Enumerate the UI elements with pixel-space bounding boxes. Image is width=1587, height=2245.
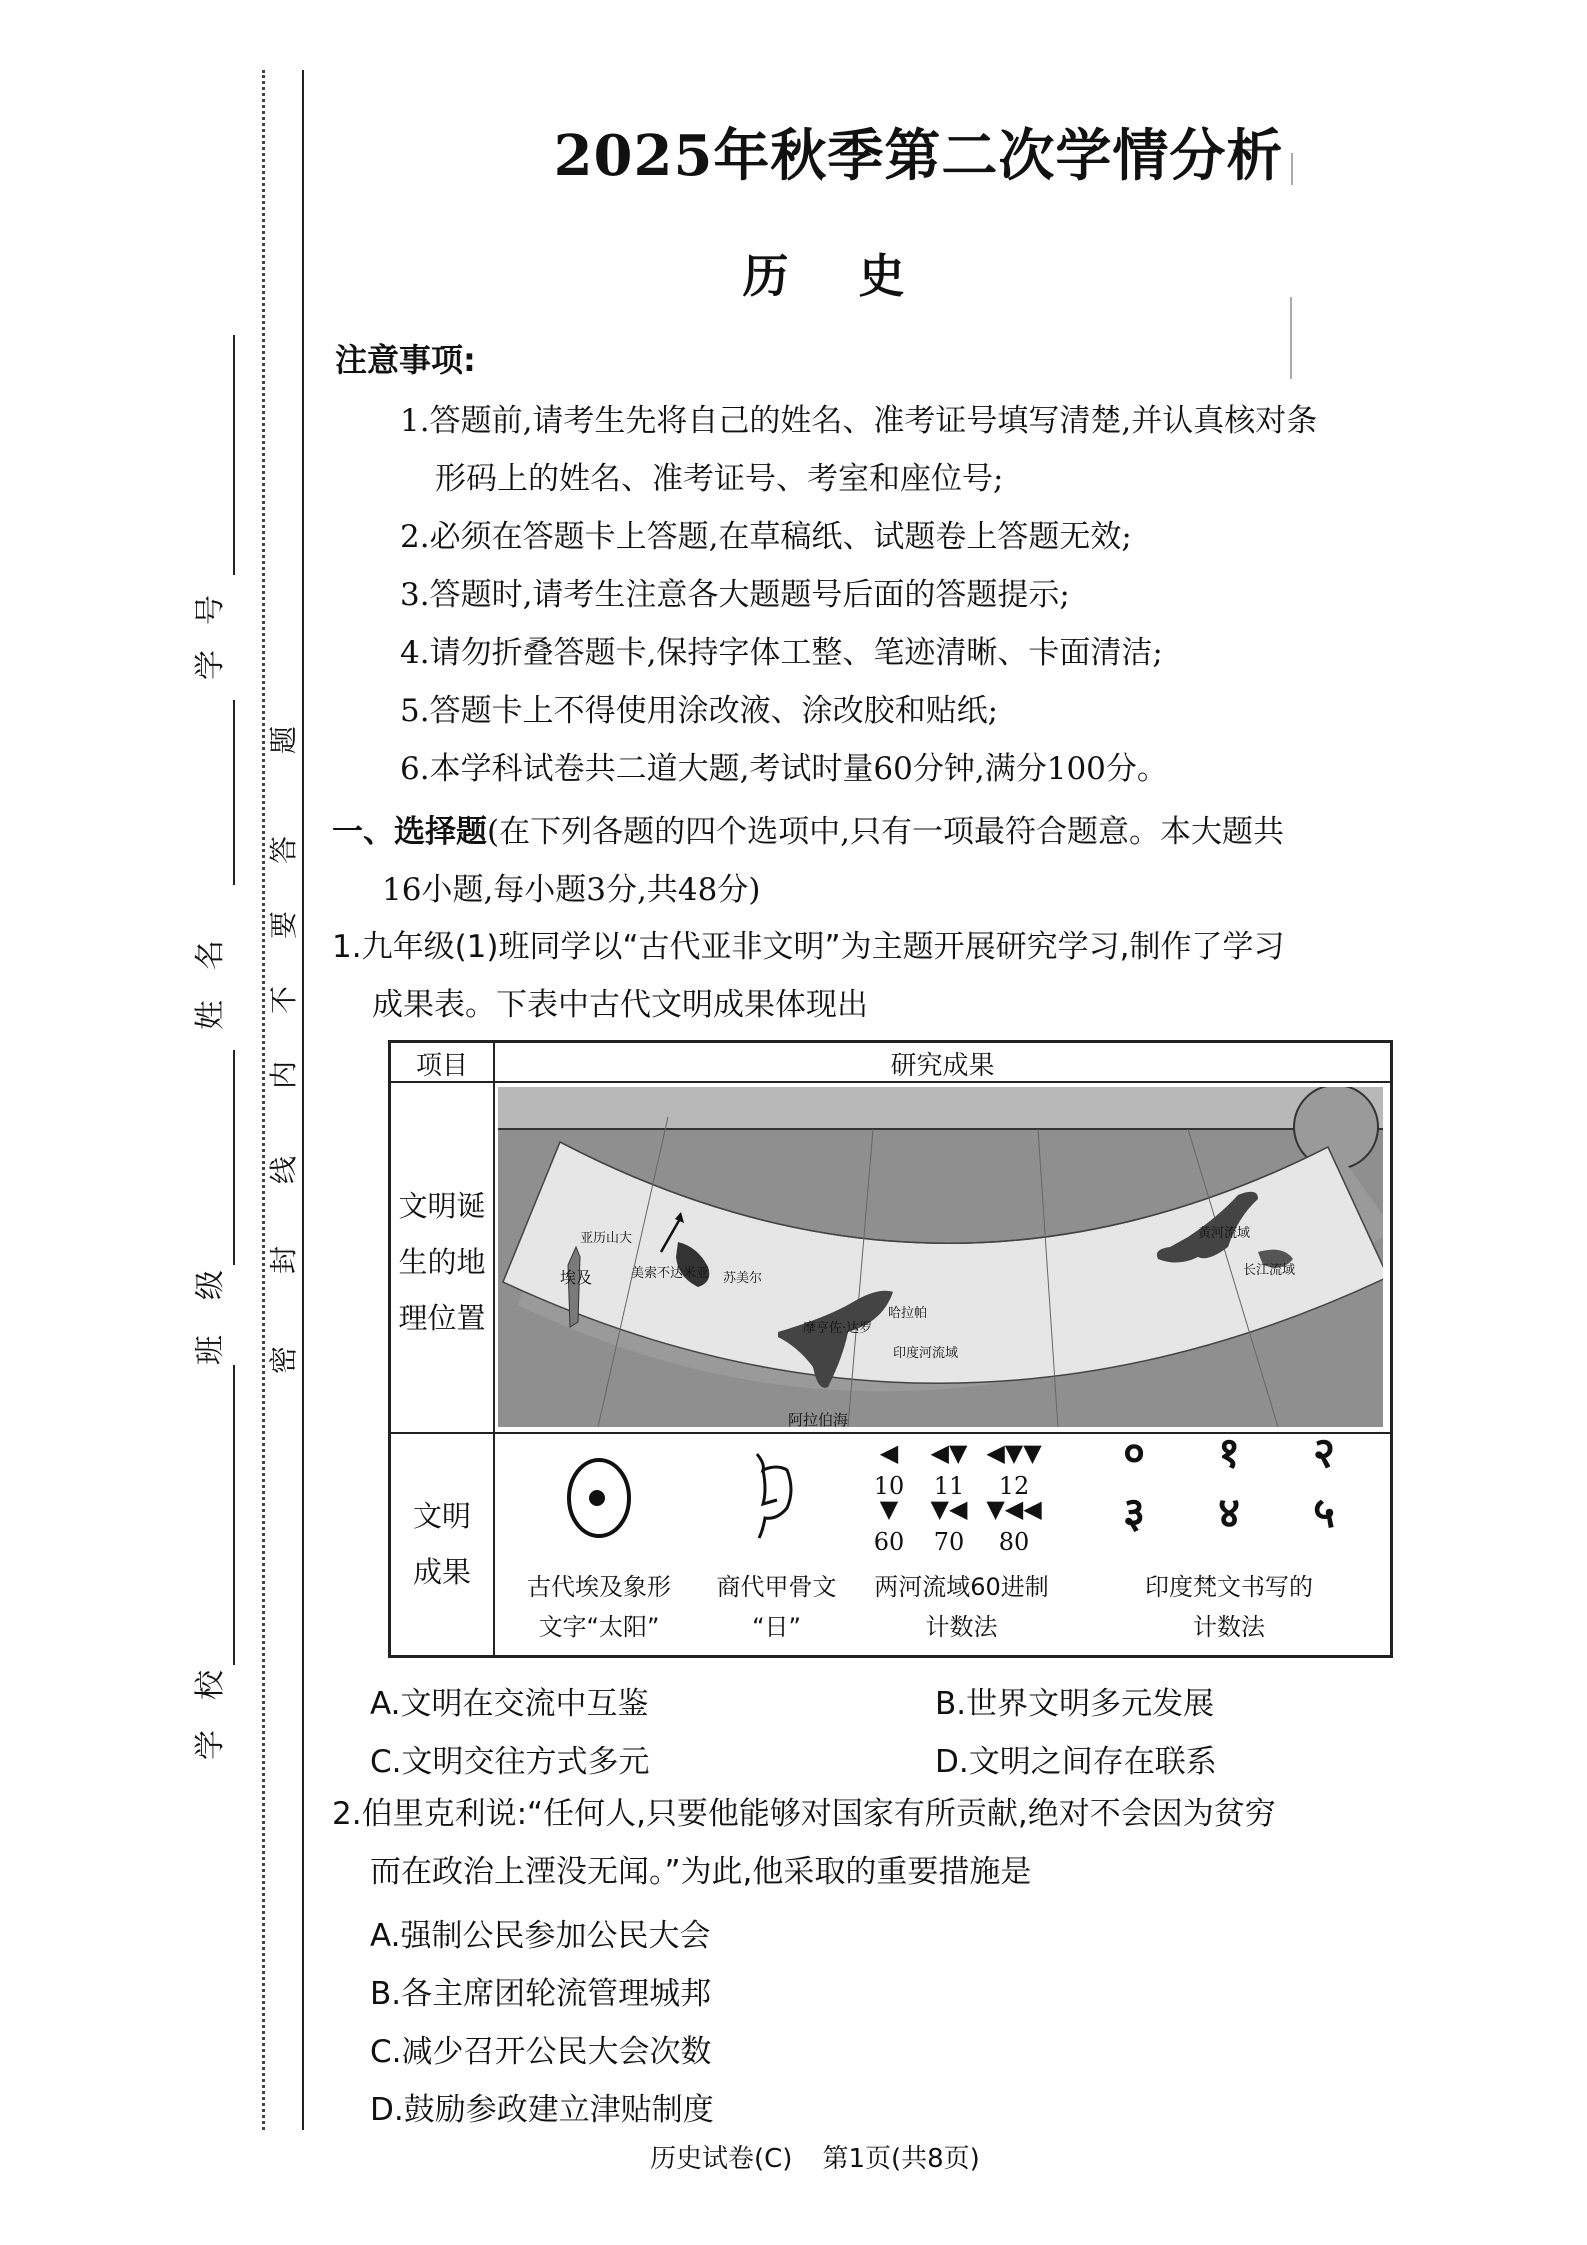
option-text: 文明在交流中互鉴: [400, 1686, 649, 1722]
label-line: 文明诞: [398, 1189, 486, 1223]
label-line: 文明: [412, 1499, 471, 1533]
item-text: 请勿折叠答题卡,保持字体工整、笔迹清晰、卡面清洁;: [429, 635, 1163, 671]
research-results-table: [388, 1040, 1393, 1658]
seal-char: 答: [267, 835, 301, 865]
item-text: 答题前,请考生先将自己的姓名、准考证号填写清楚,并认真核对条: [429, 403, 1318, 439]
label-char: 校: [193, 1670, 228, 1700]
achievement-sanskrit-numerals: [1069, 1428, 1389, 1653]
cuneiform-glyph-icon: ▼◀: [930, 1494, 968, 1523]
map-label-indus-valley: 印度河流域: [893, 1346, 959, 1361]
numeral-value: 70: [933, 1528, 965, 1556]
item-number: 4.: [400, 635, 430, 671]
achievement-caption: [499, 1567, 699, 1647]
cuneiform-60: [859, 1496, 919, 1562]
option-letter: A.: [370, 1686, 401, 1722]
caption-line: 两河流域60进制: [874, 1573, 1049, 1601]
caption-line: 古代埃及象形: [527, 1573, 671, 1601]
map-label-harappa: 哈拉帕: [888, 1306, 928, 1321]
item-text: 答题时,请考生注意各大题题号后面的答题提示;: [429, 577, 1070, 613]
numeral-value: 60: [873, 1528, 905, 1556]
label-char: 班: [193, 1335, 228, 1365]
q2-stem-line1: 2.伯里克利说:“任何人,只要他能够对国家有所贡献,绝对不会因为贫穷: [332, 1796, 1276, 1832]
q2-option-b[interactable]: [370, 1968, 711, 2013]
caption-line: 商代甲骨文: [716, 1573, 837, 1601]
map-label-yangtze-basin: 长江流域: [1243, 1263, 1296, 1278]
item-number: 2.: [400, 519, 430, 555]
item-number: 6.: [400, 751, 430, 787]
section-desc-cont: 16小题,每小题3分,共48分): [382, 872, 761, 908]
table-header-item: 项目: [415, 1051, 468, 1081]
q1-option-d[interactable]: [935, 1736, 1217, 1781]
question-2-stem: [332, 1785, 1412, 1901]
item-number: 5.: [400, 693, 430, 729]
notice-item: [400, 566, 1400, 624]
devanagari-numeral-0: ०: [1123, 1428, 1145, 1477]
notice-heading: 注意事项:: [335, 341, 476, 379]
student-id-label: [193, 595, 228, 625]
option-text: 文明交往方式多元: [401, 1744, 650, 1780]
option-text: 世界文明多元发展: [966, 1686, 1215, 1722]
map-label-mesopotamia: 美索不达米亚: [631, 1266, 710, 1281]
achievement-sexagesimal: [854, 1438, 1069, 1653]
q2-stem-line2: 而在政治上湮没无闻。”为此,他采取的重要措施是: [370, 1854, 1032, 1890]
row-label-achievements: [391, 1488, 493, 1600]
label-line: 成果: [412, 1555, 471, 1589]
option-text: 文明之间存在联系: [968, 1744, 1217, 1780]
q1-stem-line2: 成果表。下表中古代文明成果体现出: [372, 987, 868, 1023]
devanagari-numeral-1: १: [1218, 1428, 1240, 1477]
notice-item: [400, 624, 1400, 682]
item-text: 本学科试卷共二道大题,考试时量60分钟,满分100分。: [429, 751, 1168, 787]
cuneiform-glyph-icon: ▼: [879, 1494, 899, 1523]
seal-line-solid: [302, 70, 304, 2130]
option-text: 各主席团轮流管理城邦: [401, 1976, 712, 2012]
table-divider: [493, 1043, 495, 1655]
seal-char: 不: [267, 985, 301, 1015]
label-char: 学: [193, 650, 228, 680]
caption-line: 文字“太阳”: [538, 1613, 660, 1641]
option-letter: C.: [370, 1744, 402, 1780]
map-label-sumer: 苏美尔: [723, 1271, 763, 1286]
subject-title: 历史: [742, 249, 975, 303]
cuneiform-glyph-icon: ◀▼: [930, 1438, 968, 1467]
cuneiform-glyph-icon: ◀▼▼: [986, 1438, 1042, 1467]
option-letter: B.: [370, 1976, 402, 2012]
achievement-egypt-hieroglyph: [499, 1438, 699, 1653]
option-letter: D.: [370, 2092, 404, 2128]
notice-item: [400, 392, 1400, 450]
notice-item: [400, 740, 1400, 798]
achievement-caption: [854, 1567, 1069, 1647]
notice-item: [400, 682, 1400, 740]
exam-title: 2025年秋季第二次学情分析: [553, 123, 1284, 189]
numeral-value: 80: [998, 1528, 1030, 1556]
section-desc: (在下列各题的四个选项中,只有一项最符合题意。本大题共: [487, 814, 1284, 850]
option-text: 强制公民参加公民大会: [400, 1918, 711, 1954]
map-label-alexandria: 亚历山大: [580, 1231, 633, 1246]
name-fill-line-upper: [233, 700, 235, 885]
table-header-result: 研究成果: [890, 1051, 995, 1081]
achievement-caption: [699, 1567, 854, 1647]
label-char: 姓: [193, 1000, 228, 1030]
seal-char: 要: [267, 910, 301, 940]
numeral-value: 10: [873, 1472, 905, 1500]
map-label-arabian-sea: 阿拉伯海: [788, 1411, 849, 1427]
label-char: 名: [193, 940, 228, 970]
caption-line: 计数法: [1193, 1613, 1265, 1641]
paper-label: 历史试卷(C): [650, 2144, 793, 2174]
label-char: 学: [193, 1730, 228, 1760]
crop-mark: [1290, 297, 1292, 379]
notice-item: [400, 508, 1400, 566]
devanagari-numeral-5: ५: [1313, 1488, 1335, 1537]
question-1-stem: [332, 918, 1412, 1034]
q1-option-a[interactable]: [370, 1678, 649, 1723]
seal-char: 题: [267, 725, 301, 755]
numeral-value: 12: [998, 1472, 1030, 1500]
option-letter: C.: [370, 2034, 402, 2070]
devanagari-numeral-2: २: [1313, 1428, 1335, 1477]
label-line: 理位置: [398, 1301, 486, 1335]
item-text: 必须在答题卡上答题,在草稿纸、试题卷上答题无效;: [429, 519, 1132, 555]
option-letter: D.: [935, 1744, 969, 1780]
label-line: 生的地: [398, 1245, 486, 1279]
row-label-geography: [391, 1178, 493, 1346]
option-letter: B.: [935, 1686, 967, 1722]
q2-option-d[interactable]: [370, 2084, 714, 2129]
q1-stem-line1: 1.九年级(1)班同学以“古代亚非文明”为主题开展研究学习,制作了学习: [332, 929, 1285, 965]
name-label: [193, 940, 228, 970]
school-label-2: [193, 1730, 228, 1760]
item-number: 3.: [400, 577, 430, 613]
seal-char: 密: [267, 1345, 301, 1375]
q2-option-c[interactable]: [370, 2026, 712, 2071]
notice-list: [400, 392, 1400, 798]
name-label-2: [193, 1000, 228, 1030]
map-label-egypt: 埃及: [560, 1268, 593, 1287]
civilization-map: [498, 1087, 1383, 1427]
seal-char: 线: [267, 1155, 301, 1185]
notice-item-cont: 形码上的姓名、准考证号、考室和座位号;: [435, 461, 1004, 497]
class-fill-line[interactable]: [233, 1365, 235, 1665]
map-label-yellow-river-basin: 黄河流域: [1198, 1226, 1251, 1241]
map-graphic: [498, 1087, 1383, 1427]
seal-char: 封: [267, 1245, 301, 1275]
sun-hieroglyph-icon: [564, 1453, 634, 1543]
map-label-mohenjo-daro: 摩亨佐·达罗: [803, 1321, 873, 1336]
class-label-2: [193, 1335, 228, 1365]
achievement-caption: [1069, 1567, 1389, 1647]
option-text: 鼓励参政建立津贴制度: [403, 2092, 714, 2128]
page-number: 第1页(共8页): [822, 2144, 980, 2174]
cuneiform-80: [984, 1496, 1044, 1562]
q1-option-c[interactable]: [370, 1736, 650, 1781]
q1-option-b[interactable]: [935, 1678, 1214, 1723]
item-text: 答题卡上不得使用涂改液、涂改胶和贴纸;: [429, 693, 999, 729]
seal-char: 内: [267, 1060, 301, 1090]
achievement-oracle-bone: [699, 1438, 854, 1653]
student-id-label-2: [193, 650, 228, 680]
q2-option-a[interactable]: [370, 1910, 711, 1955]
oracle-sun-glyph-icon: [751, 1450, 801, 1540]
option-text: 减少召开公民大会次数: [401, 2034, 712, 2070]
label-char: 号: [193, 595, 228, 625]
seal-line-dotted: [262, 70, 265, 2130]
option-letter: A.: [370, 1918, 401, 1954]
school-label: [193, 1670, 228, 1700]
caption-line: 计数法: [925, 1613, 998, 1641]
numeral-value: 11: [933, 1472, 965, 1500]
class-label: [193, 1270, 228, 1300]
student-id-fill-line[interactable]: [233, 335, 235, 575]
page-footer: [650, 2138, 980, 2175]
caption-line: 印度梵文书写的: [1145, 1573, 1313, 1601]
devanagari-numeral-4: ४: [1218, 1488, 1240, 1537]
cuneiform-glyph-icon: ▼◀◀: [986, 1494, 1042, 1523]
section-title: 一、选择题: [332, 814, 487, 850]
cuneiform-70: [919, 1496, 979, 1562]
name-fill-line[interactable]: [233, 1050, 235, 1265]
caption-line: “日”: [752, 1613, 801, 1641]
section-heading: [332, 803, 1412, 919]
devanagari-numeral-3: ३: [1123, 1488, 1145, 1537]
label-char: 级: [193, 1270, 228, 1300]
cuneiform-glyph-icon: ◀: [879, 1438, 899, 1467]
item-number: 1.: [400, 403, 430, 439]
